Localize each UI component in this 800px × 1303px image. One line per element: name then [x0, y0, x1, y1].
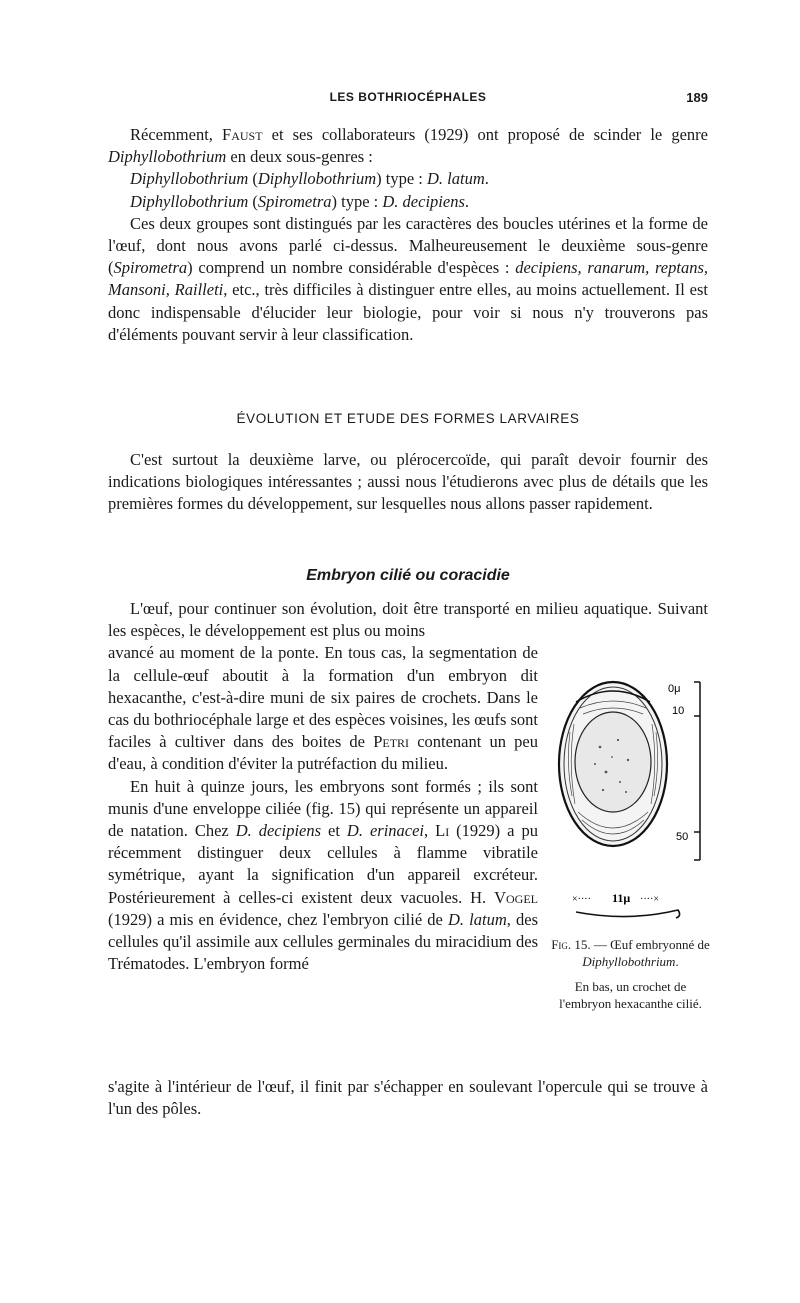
section-body [108, 449, 708, 516]
figure-caption-text: Fig. 15. — Œuf embryonné de Diphyllobothrium. [551, 937, 710, 969]
embryo-paragraph-2: En huit à quinze jours, les embryons sont formés ; ils sont munis d'une enveloppe ciliée (fig. 15) qui représente un appareil de natation. Chez D. decipiens et D. erinacei, Li (1929) a pu récemment distinguer deux cellules à flamme vibratile symétrique, ayant la signification d'un appareil excréteur. Postérieurement à celles-ci existent deux vacuoles. H. Vogel (1929) a mis en évidence, chez l'embryon cilié de D. latum, des cellules qu'il assimile aux cellules germinales du miracidium des Trématodes. L'embryon formé [108, 776, 538, 974]
embryo-paragraph-1-rest: avancé au moment de la ponte. En tous cas, la segmentation de la cellule-œuf aboutit à la formation d'un embryon dit hexacanthe, c'est-à-dire muni de six paires de crochets. Dans le cas du bothriocéphale large et des espèces voisines, les œufs sont faciles à cultiver dans des boites de Petri contenant un peu d'eau, à condition d'éviter la putréfaction du milieu. [108, 643, 538, 774]
section-heading: ÉVOLUTION ET ETUDE DES FORMES LARVAIRES [236, 411, 580, 426]
figure-15 [548, 672, 718, 922]
subgenus-line-1: Diphyllobothrium (Diphyllobothrium) type : D. latum. [130, 169, 489, 189]
hook-size-label: 11μ [612, 891, 631, 905]
embryo-paragraph-3: s'agite à l'intérieur de l'œuf, il finit par s'échapper en soulevant l'opercule qui se trouve à l'un des pôles. [108, 1077, 708, 1119]
page-header [108, 90, 708, 110]
scale-label-10: 10 [672, 705, 685, 717]
figure-caption [548, 936, 713, 1012]
hook-dots-right: ····× [640, 894, 659, 905]
hook-dots-left: ×···· [572, 894, 591, 905]
page-number: 189 [686, 90, 708, 105]
intro-paragraph-2: Ces deux groupes sont distingués par les caractères des boucles utérines et la forme de l'œuf, dont nous avons parlé ci-dessus. Malheureusement le deuxième sous-genre (Spirometra) comprend un nombre considérable d'espèces : decipiens, ranarum, reptans, Mansoni, Railleti, etc., très difficiles à distinguer entre elles, au moins actuellement. Il est donc indispensable d'élucider leur biologie, pour voir si nous n'y trouverons pas d'éléments pouvant servir à leur classification. [108, 213, 708, 344]
intro-section [108, 124, 708, 346]
figure-note: En bas, un crochet de l'embryon hexacanthe cilié. [559, 979, 702, 1011]
subgenus-line-2: Diphyllobothrium (Spirometra) type : D. decipiens. [130, 191, 469, 211]
running-head: LES BOTHRIOCÉPHALES [329, 90, 487, 104]
egg-illustration [548, 672, 718, 922]
embryo-narrow-column [108, 642, 538, 975]
embryo-closing [108, 1076, 708, 1120]
scale-label-top: 0μ [668, 683, 681, 695]
scale-label-50: 50 [676, 831, 689, 843]
intro-paragraph-1: Récemment, Faust et ses collaborateurs (1929) ont proposé de scinder le genre Diphyllobothrium en deux sous-genres : [108, 125, 708, 167]
hook-drawing [576, 910, 680, 918]
embryo-paragraph-1-start: L'œuf, pour continuer son évolution, doit être transporté en milieu aquatique. Suivant les espèces, le développement est plus ou moins [108, 599, 708, 641]
subheading: Embryon cilié ou coracidie [306, 567, 510, 584]
section-paragraph: C'est surtout la deuxième larve, ou plérocercoïde, qui paraît devoir fournir des indications biologiques intéressantes ; aussi nous l'étudierons avec plus de détails que les premières formes du développement, sur lesquelles nous allons passer rapidement. [108, 450, 708, 514]
